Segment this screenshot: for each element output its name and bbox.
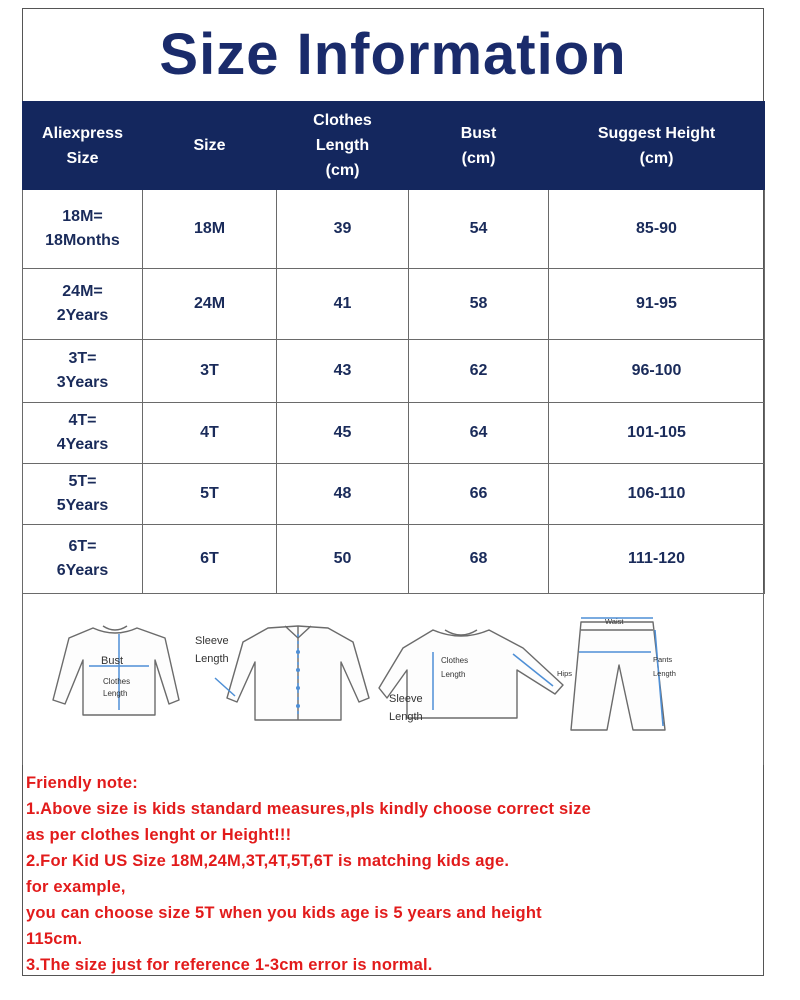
size-cell: 4T (143, 403, 277, 464)
table-row (23, 340, 765, 403)
aliexpress-size-cell (23, 525, 143, 594)
sweater-clothes-label: Clothes (441, 656, 469, 665)
suggest-height-cell: 111-120 (549, 525, 765, 594)
header-text: Length (315, 137, 370, 154)
header-text: Aliexpress (42, 124, 123, 142)
table-row (23, 190, 765, 269)
aliexpress-size-text: 24M= (62, 283, 103, 300)
header-clothes-length (277, 102, 409, 190)
size-table (22, 101, 765, 594)
header-text: Size (193, 137, 226, 154)
bust-cell: 62 (409, 340, 549, 403)
size-cell: 24M (143, 269, 277, 340)
table-row (23, 403, 765, 464)
table-row (23, 464, 765, 525)
header-text: (cm) (639, 149, 674, 167)
aliexpress-size-text: 6T= (68, 538, 97, 555)
header-aliexpress-size (23, 102, 143, 190)
header-text: (cm) (461, 149, 496, 167)
header-text: (cm) (325, 162, 360, 179)
suggest-height-cell: 96-100 (549, 340, 765, 403)
size-cell: 5T (143, 464, 277, 525)
header-bust (409, 102, 549, 190)
aliexpress-size-text: 3T= (68, 350, 97, 367)
clothes-length-cell: 45 (277, 403, 409, 464)
aliexpress-size-cell (23, 403, 143, 464)
shirt-sketch (53, 628, 179, 715)
bust-cell: 58 (409, 269, 549, 340)
bust-cell: 68 (409, 525, 549, 594)
sleeve-length-label: Length (195, 653, 229, 665)
aliexpress-size-text: 3Years (56, 374, 109, 391)
pants-label: Pants (653, 655, 673, 664)
table-header-row (23, 102, 765, 190)
suggest-height-cell: 91-95 (549, 269, 765, 340)
aliexpress-size-text: 4Years (56, 436, 109, 453)
aliexpress-size-cell (23, 340, 143, 403)
aliexpress-size-cell (23, 464, 143, 525)
aliexpress-size-text: 2Years (56, 307, 109, 324)
note-line: 115cm. (26, 930, 83, 948)
size-cell: 3T (143, 340, 277, 403)
aliexpress-size-text: 5T= (68, 473, 97, 490)
note-line: as per clothes lenght or Height!!! (26, 826, 292, 844)
garment-illustrations (23, 590, 763, 765)
sweater-length-label: Length (441, 670, 466, 679)
table-row (23, 525, 765, 594)
aliexpress-size-cell (23, 190, 143, 269)
page-title: Size Information (159, 22, 627, 87)
aliexpress-size-text: 18M= (62, 208, 103, 225)
friendly-note (26, 770, 761, 978)
note-line: 3.The size just for reference 1-3cm error is normal. (26, 956, 433, 974)
pants-length-label: Length (653, 669, 676, 678)
aliexpress-size-text: 5Years (56, 497, 109, 514)
waist-label: Waist (605, 617, 624, 626)
measurement-diagrams (22, 590, 764, 765)
clothes-length-cell: 48 (277, 464, 409, 525)
suggest-height-cell: 85-90 (549, 190, 765, 269)
header-text: Suggest Height (597, 124, 716, 142)
aliexpress-size-text: 6Years (56, 562, 109, 579)
header-text: Clothes (313, 112, 372, 129)
sweater-sleeve-length-label: Length (389, 711, 423, 723)
pants-sketch (571, 622, 665, 730)
sleeve-label: Sleeve (195, 635, 229, 647)
suggest-height-cell: 106-110 (549, 464, 765, 525)
header-text: Bust (460, 124, 497, 142)
note-line: 2.For Kid US Size 18M,24M,3T,4T,5T,6T is matching kids age. (26, 852, 510, 870)
aliexpress-size-text: 4T= (68, 412, 97, 429)
header-size (143, 102, 277, 190)
clothes-length-cell: 41 (277, 269, 409, 340)
clothes-length-cell: 39 (277, 190, 409, 269)
aliexpress-size-text: 18Months (45, 232, 120, 249)
bust-cell: 54 (409, 190, 549, 269)
suggest-height-cell: 101-105 (549, 403, 765, 464)
table-row (23, 269, 765, 340)
size-cell: 18M (143, 190, 277, 269)
shirt-clothes-label: Clothes (103, 677, 131, 686)
note-heading: Friendly note: (26, 774, 138, 792)
hips-label: Hips (557, 669, 573, 678)
note-line: you can choose size 5T when you kids age is 5 years and height (26, 904, 542, 922)
header-text: Size (66, 149, 99, 167)
note-line: for example, (26, 878, 126, 896)
clothes-length-cell: 43 (277, 340, 409, 403)
shirt-length-label: Length (103, 689, 128, 698)
clothes-length-cell: 50 (277, 525, 409, 594)
size-cell: 6T (143, 525, 277, 594)
bust-cell: 66 (409, 464, 549, 525)
header-suggest-height (549, 102, 765, 190)
note-line: 1.Above size is kids standard measures,pls kindly choose correct size (26, 800, 591, 818)
sweater-sleeve-label: Sleeve (389, 693, 423, 705)
aliexpress-size-cell (23, 269, 143, 340)
bust-cell: 64 (409, 403, 549, 464)
bust-label: Bust (101, 655, 124, 667)
